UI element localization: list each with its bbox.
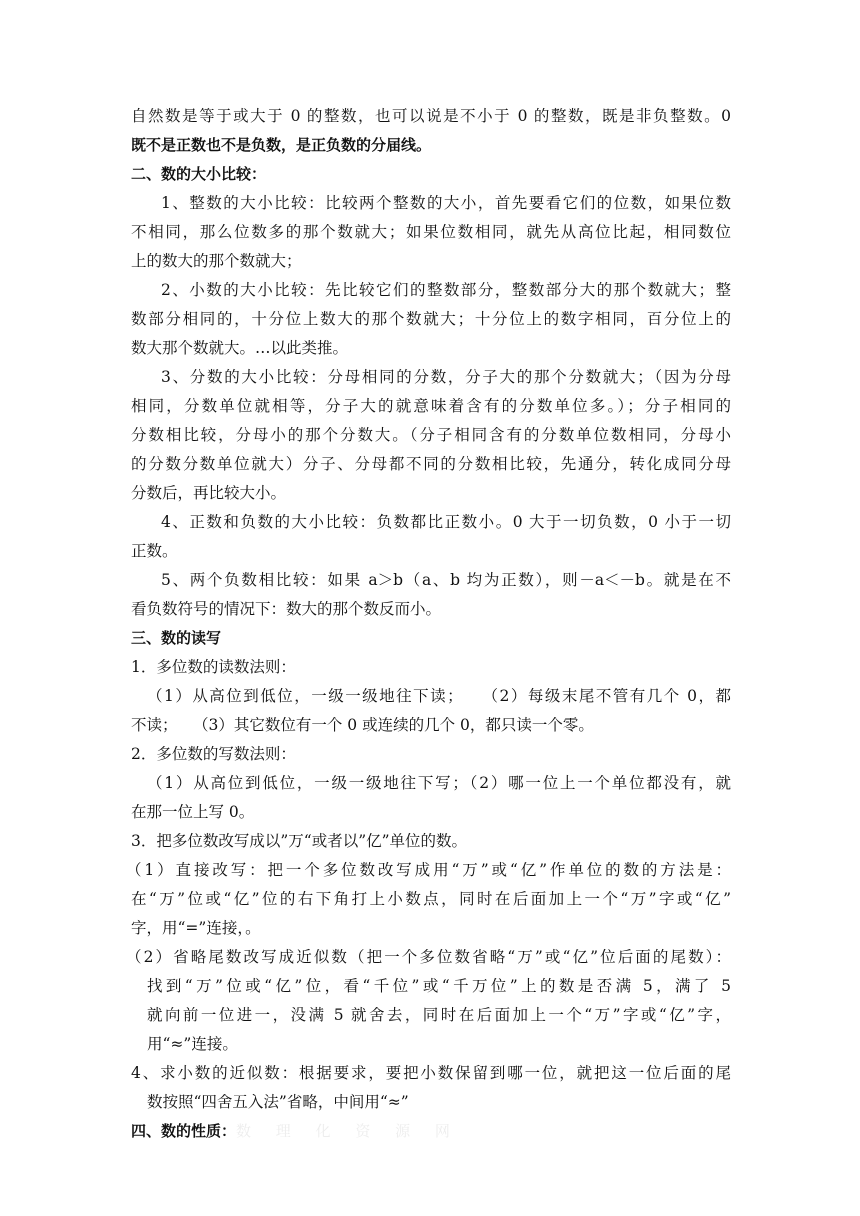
paragraph-line: 的分数分数单位就大）分子、分母都不同的分数相比较，先通分，转化成同分母 xyxy=(131,455,731,473)
paragraph-line: 不相同，那么位数多的那个数就大；如果位数相同，就先从高位比起，相同数位 xyxy=(131,223,731,241)
subheading: 3．把多位数改写成以”万“或者以”亿”单位的数。 xyxy=(131,832,468,850)
subheading: 2．多位数的写数法则： xyxy=(131,745,296,763)
paragraph-line: （1）从高位到低位，一级一级地往下读； （2）每级末尾不管有几个 0，都 xyxy=(147,687,731,705)
paragraph-line: 4、正数和负数的大小比较：负数都比正数小。0 大于一切负数，0 小于一切 xyxy=(161,513,731,531)
paragraph-line: 上的数大的那个数就大； xyxy=(131,252,302,270)
paragraph-line: 5、两个负数相比较：如果 a＞b（a、b 均为正数），则－a＜－b。就是在不 xyxy=(161,571,731,589)
section-heading: 三、数的读写 xyxy=(131,629,222,647)
paragraph-line: 分数后，再比较大小。 xyxy=(131,484,287,502)
paragraph-line: 2、小数的大小比较：先比较它们的整数部分，整数部分大的那个数就大；整 xyxy=(161,281,731,299)
paragraph-line: 数按照“四舍五入法”省略，中间用“≈” xyxy=(147,1093,409,1111)
paragraph-line: 在“万”位或“亿”位的右下角打上小数点，同时在后面加上一个“万”字或“亿” xyxy=(131,890,731,908)
paragraph-line: 4、求小数的近似数：根据要求，要把小数保留到哪一位，就把这一位后面的尾 xyxy=(131,1064,731,1082)
paragraph-line: 数部分相同的，十分位上数大的那个数就大；十分位上的数字相同，百分位上的 xyxy=(131,310,731,328)
watermark-text: 数 理 化 资 源 网 xyxy=(236,1122,460,1140)
paragraph-line: 分数相比较，分母小的那个分数大。（分子相同含有的分数单位数相同，分母小 xyxy=(131,426,731,444)
paragraph-line: 不读； （3）其它数位有一个 0 或连续的几个 0，都只读一个零。 xyxy=(131,716,594,734)
paragraph-line: 数大那个数就大。…以此类推。 xyxy=(131,339,349,357)
paragraph-line: （1）从高位到低位，一级一级地往下写；（2）哪一位上一个单位都没有，就 xyxy=(147,774,731,792)
paragraph-line: 就向前一位进一，没满 5 就舍去，同时在后面加上一个“万”字或“亿”字， xyxy=(147,1006,731,1024)
paragraph-line: （2）省略尾数改写成近似数（把一个多位数省略“万”或“亿”位后面的尾数）： xyxy=(126,948,731,966)
section-heading-text: 四、数的性质： xyxy=(131,1122,237,1140)
section-heading xyxy=(131,1117,551,1146)
paragraph-line: 用“≈”连接。 xyxy=(147,1035,238,1053)
paragraph-line: 3、分数的大小比较：分母相同的分数，分子大的那个分数就大；（因为分母 xyxy=(161,368,731,386)
paragraph-line: 看负数符号的情况下：数大的那个数反而小。 xyxy=(131,600,442,618)
subheading: 1．多位数的读数法则： xyxy=(131,658,296,676)
paragraph-line: 1、整数的大小比较：比较两个整数的大小，首先要看它们的位数，如果位数 xyxy=(161,194,731,212)
paragraph-line: 找到“万”位或“亿”位，看“千位”或“千万位”上的数是否满 5，满了 5 xyxy=(147,977,731,995)
paragraph-line: 字，用“=”连接，。 xyxy=(131,919,261,937)
section-heading: 二、数的大小比较： xyxy=(131,165,267,183)
bold-line: 既不是正数也不是负数，是正负数的分届线。 xyxy=(131,136,432,154)
paragraph-line: 在那一位上写 0。 xyxy=(131,803,255,821)
paragraph-line: 相同，分数单位就相等，分子大的就意味着含有的分数单位多。）；分子相同的 xyxy=(131,397,731,415)
paragraph-line: 自然数是等于或大于 0 的整数，也可以说是不小于 0 的整数，既是非负整数。0 xyxy=(131,107,731,125)
paragraph-line: （1）直接改写：把一个多位数改写成用“万”或“亿”作单位的数的方法是： xyxy=(126,861,731,879)
paragraph-line: 正数。 xyxy=(131,542,178,560)
